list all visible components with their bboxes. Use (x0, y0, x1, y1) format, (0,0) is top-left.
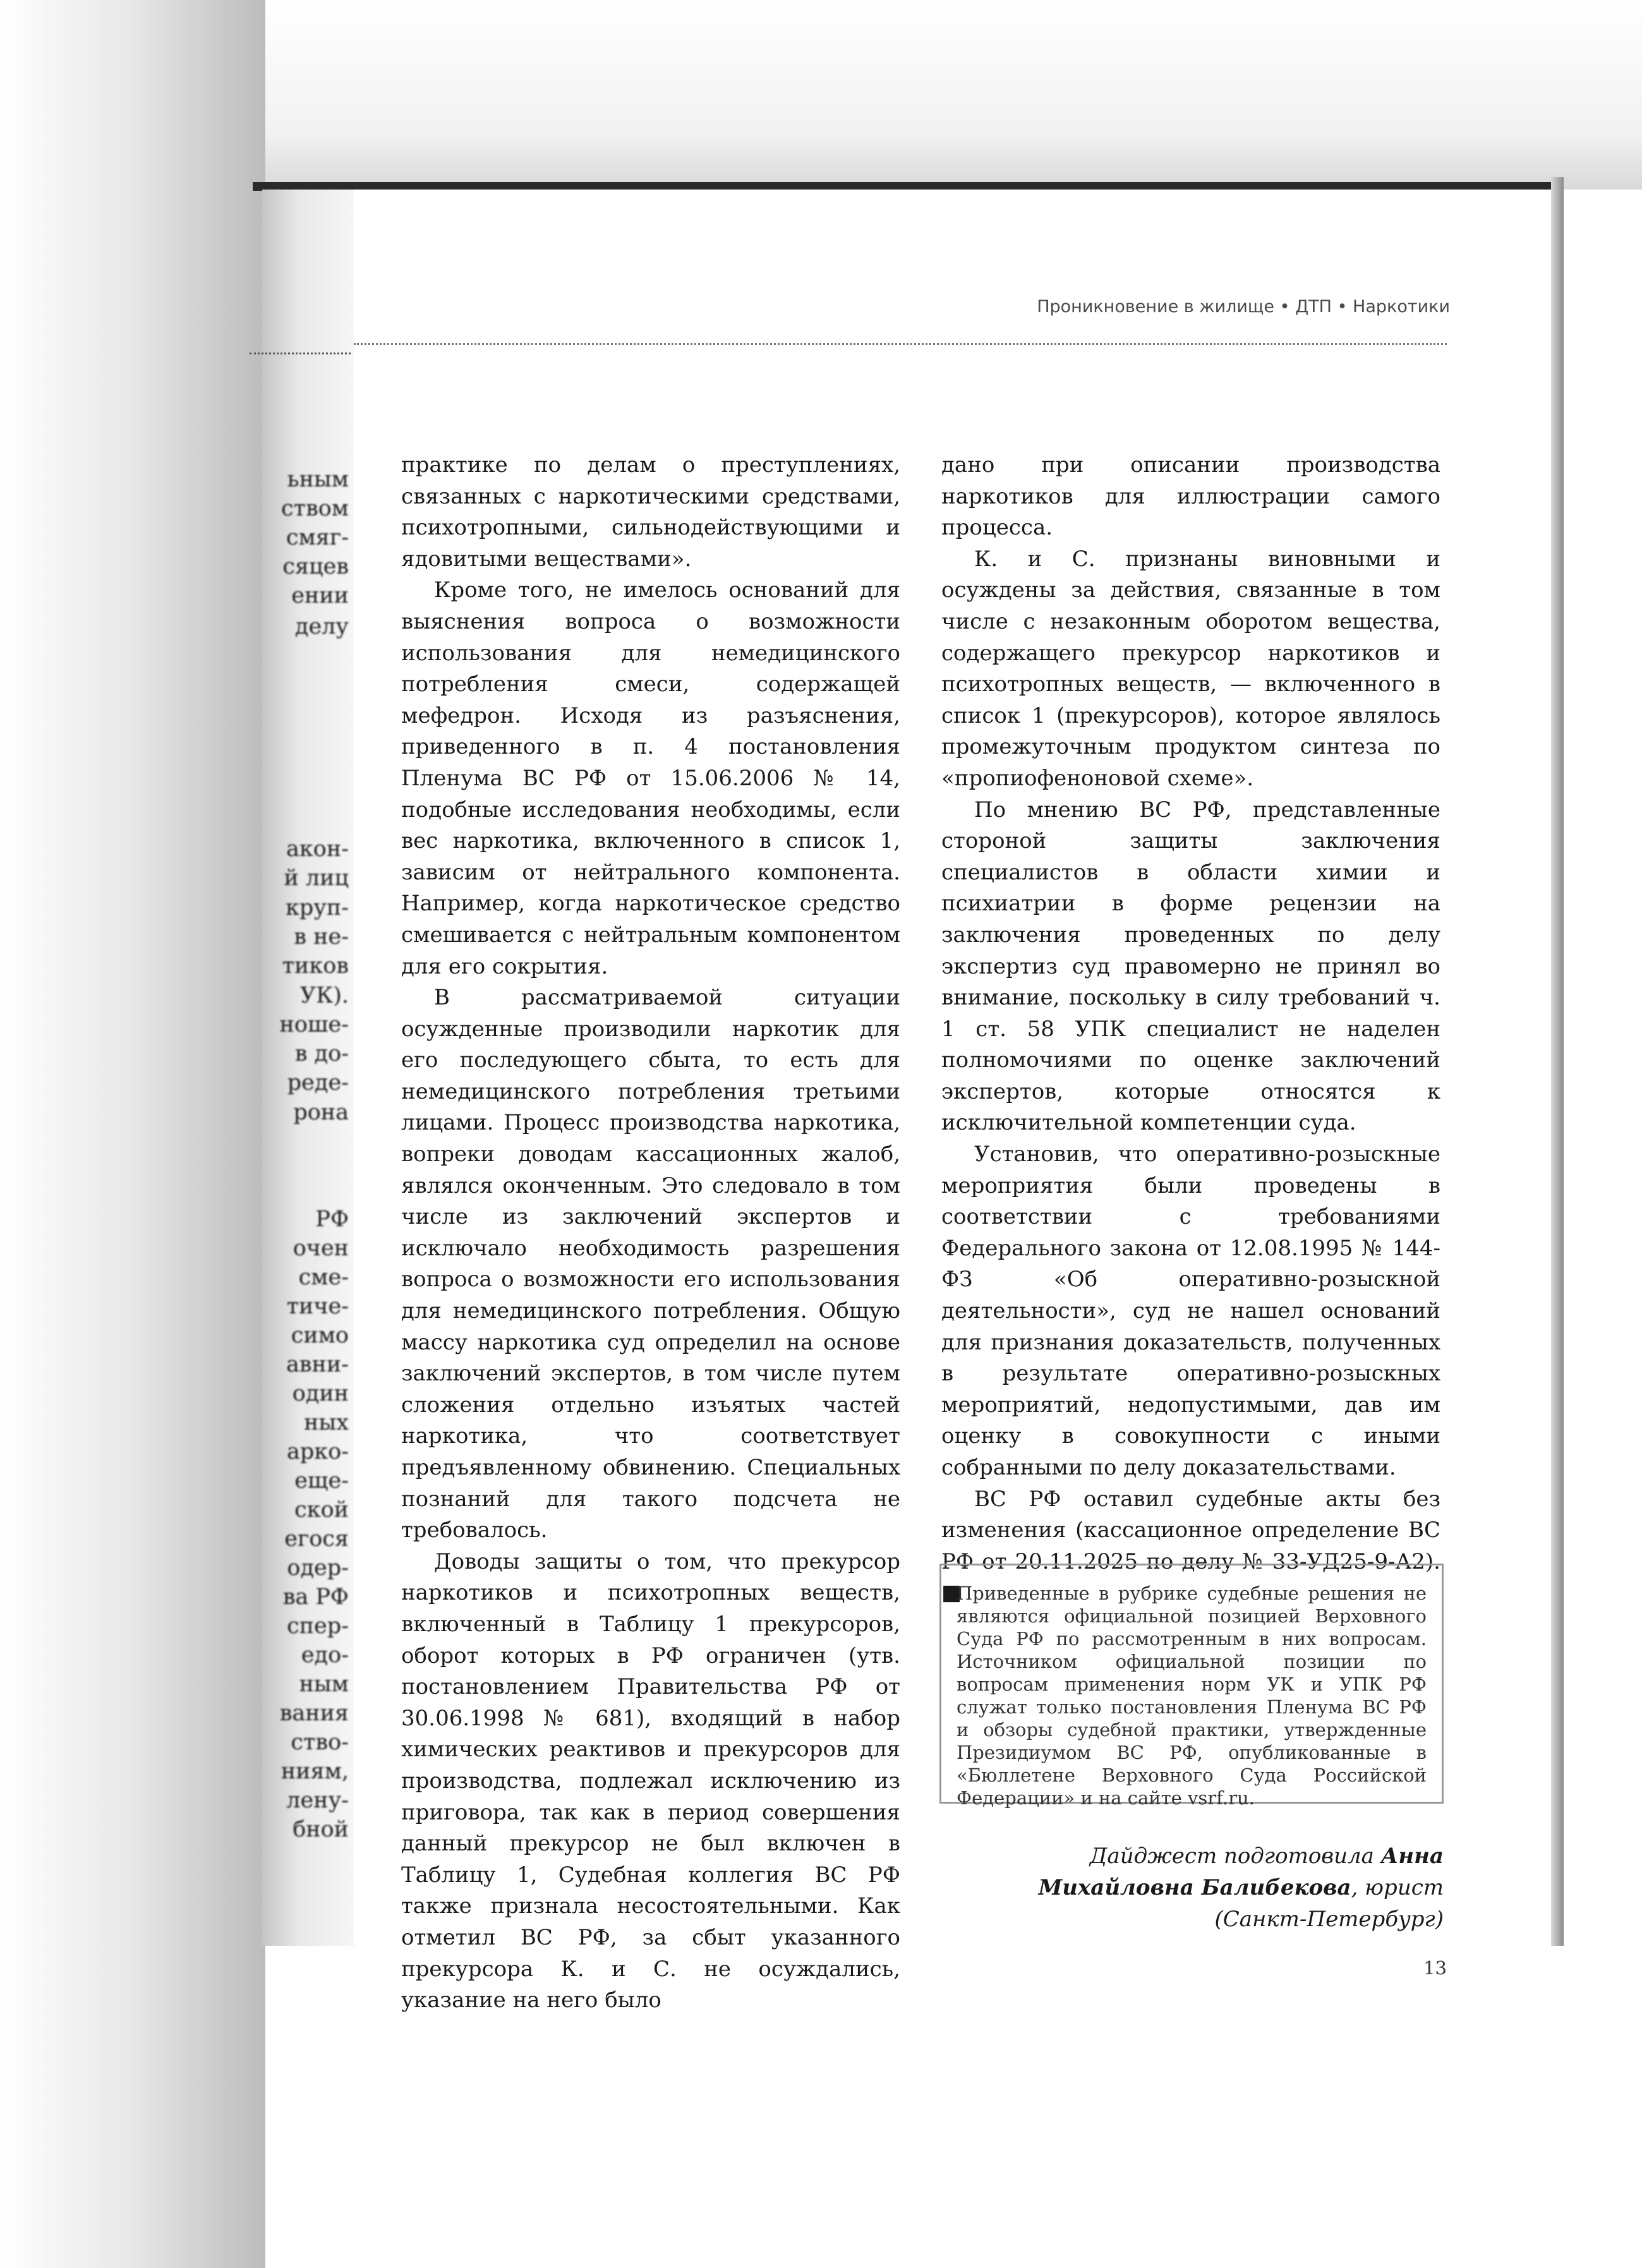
previous-page-text-fragment: арко- (286, 1439, 349, 1464)
paragraph: В рассматриваемой ситуации осужденные производили наркотик для его последующего сбыта, то есть для немедицинского потребления третьими лицами. Процесс производства наркотика, вопреки доводам кассационных жалоб, являлся оконченным. Это следовало в том числе из заключений экспертов и исключало необходимость разрешения вопроса о возможности его использования для немедицинского потребления. Общую массу наркотика суд определил на основе заключений экспертов, в том числе путем сложения отдельно изъятых частей наркотика, что соответствует предъявленному обвинению. Специальных познаний для такого подсчета не требовалось. (401, 985, 900, 1543)
previous-page-text-fragment: лену- (286, 1788, 349, 1813)
previous-page-text-fragment: тиков (282, 953, 349, 979)
disclaimer-box: Приведенные в рубрике судебные решения не являются официальной позицией Верховного Суда РФ по рассмотренным в них вопросам. Источником официальной позиции по вопросам применения норм УК и УПК РФ служат только постановления Пленума ВС РФ и обзоры судебной практики, утвержденные Президиумом ВС РФ, опубликованные в «Бюллетене Верховного Суда Российской Федерации» и на сайте vsrf.ru. (939, 1564, 1444, 1804)
previous-page-text-fragment: вания (279, 1701, 349, 1726)
paragraph: К. и С. признаны виновными и осуждены за действия, связанные в том числе с незаконным оборотом вещества, содержащего прекурсор наркотиков и психотропных веществ, — включенного в список 1 (прекурсоров), которое являлось промежуточным продуктом синтеза по «пропиофеноновой схеме». (941, 546, 1440, 791)
previous-page-text-fragment: едо- (301, 1643, 349, 1668)
previous-page-text-fragment: в не- (294, 924, 349, 950)
author-suffix: , юрист (Санкт-Петербург) (1214, 1875, 1444, 1932)
previous-page-text-fragment: делу (294, 614, 349, 639)
previous-page-text-fragment: смяг- (286, 525, 349, 550)
previous-page-text-fragment: один (292, 1381, 349, 1406)
previous-page-text-fragment: ва РФ (282, 1584, 349, 1610)
page-number: 13 (1423, 1957, 1447, 1979)
paragraph: практике по делам о преступлениях, связанных с наркотическими средствами, психотропными, сильнодействующими и ядовитыми веществами». (401, 452, 900, 572)
previous-page-text-fragment: ской (294, 1497, 349, 1523)
paragraph: дано при описании производства наркотиков для иллюстрации самого процесса. (941, 452, 1440, 541)
previous-page-text-fragment: й лиц (284, 866, 349, 891)
paragraph: Установив, что оперативно-розыскные мероприятия были проведены в соответствии с требованиями Федерального закона от 12.08.1995 № 144-ФЗ «Об оперативно-розыскной деятельности», суд не нашел оснований для признания доказательств, полученных в результате оперативно-розыскных мероприятий, недопустимыми, дав им оценку в совокупности с иными собранными по делу доказательствами. (941, 1142, 1440, 1480)
previous-page-text-fragment: спер- (287, 1614, 349, 1639)
left-column (401, 450, 900, 2017)
paragraph: Кроме того, не имелось оснований для выяснения вопроса о возможности использования для немедицинского потребления смеси, содержащей мефедрон. Исходя из разъяснения, приведенного в п. 4 постановления Пленума ВС РФ от 15.06.2006 № 14, подобные исследования необходимы, если вес наркотика, включенного в список 1, зависим от нейтрального компонента. Например, когда наркотическое средство смешивается с нейтральным компонентом для его сокрытия. (401, 577, 900, 979)
right-column (941, 450, 1440, 1609)
previous-page-text-fragment: ных (304, 1410, 349, 1435)
previous-page-text-fragment: акон- (286, 836, 349, 862)
author-credit (941, 1840, 1444, 1935)
previous-page-text-fragment: симо (291, 1323, 349, 1348)
page-right-edge (1551, 177, 1564, 1946)
previous-page-text-fragment: ьным (287, 467, 349, 492)
previous-page-text-fragment: одер- (287, 1555, 349, 1581)
header-dotted-rule (354, 343, 1447, 345)
end-of-article-mark: ■ (941, 1580, 962, 1606)
previous-page-text-fragment: сяцев (282, 554, 349, 579)
previous-page-text-fragment: очен (293, 1236, 349, 1261)
previous-page-text-fragment: ным (299, 1672, 349, 1697)
previous-page-text-fragment: авни- (286, 1352, 349, 1377)
running-header: Проникновение в жилище • ДТП • Наркотики (1037, 297, 1450, 317)
previous-page-text-fragment: ниям, (281, 1759, 349, 1784)
final-paragraph-text: ВС РФ оставил судебные акты без изменения (кассационное определение ВС РФ от 20.11.2025 по делу № 33-УД25-9-А2). (941, 1486, 1440, 1574)
scan-background-left (0, 0, 265, 2268)
previous-page-text-fragment: сме- (298, 1265, 349, 1290)
paragraph: Доводы защиты о том, что прекурсор наркотиков и психотропных веществ, включенный в Таблицу 1 прекурсоров, оборот которых в РФ ограничен (утв. постановлением Правительства РФ от 30.06.1998 № 681), входящий в набор химических реактивов и прекурсоров для производства, подлежал исключению из приговора, так как в период совершения данный прекурсор не был включен в Таблицу 1, Судебная коллегия ВС РФ также признала несостоятельными. Как отметил ВС РФ, за сбыт указанного прекурсора К. и С. не осуждались, указание на него было (401, 1548, 900, 2013)
previous-page-text-fragment: ноше- (279, 1012, 349, 1037)
previous-page-text-fragment: бной (293, 1817, 349, 1842)
previous-page-text-fragment: тиче- (286, 1294, 349, 1319)
previous-page-text-fragment: ство- (291, 1730, 349, 1755)
previous-page-text-fragment: еще- (294, 1468, 349, 1493)
previous-page-text-fragment: реде- (287, 1070, 349, 1095)
previous-page-text-fragment: ении (291, 583, 349, 608)
author-name: Анна Михайловна Балибекова (1038, 1843, 1444, 1900)
previous-page-text-fragment: ством (281, 496, 349, 521)
previous-page-rule (250, 353, 351, 354)
author-prefix: Дайджест подготовила (1089, 1843, 1381, 1869)
previous-page-text-fragment: в до- (294, 1041, 349, 1066)
paragraph: По мнению ВС РФ, представленные стороной защиты заключения специалистов в области химии и психиатрии в форме рецензии на заключения проведенных по делу экспертиз суд правомерно не принял во внимание, поскольку в силу требований ч. 1 ст. 58 УПК специалист не наделен полномочиями по оценке заключений экспертов, которые относятся к исключительной компетенции суда. (941, 797, 1440, 1136)
previous-page-text-fragment: рона (293, 1100, 349, 1125)
previous-page-text-fragment: круп- (285, 895, 349, 920)
previous-page-text-fragment: УК). (299, 983, 349, 1008)
previous-page-text-fragment: РФ (315, 1207, 349, 1232)
previous-page-text-fragment: егося (284, 1526, 349, 1552)
